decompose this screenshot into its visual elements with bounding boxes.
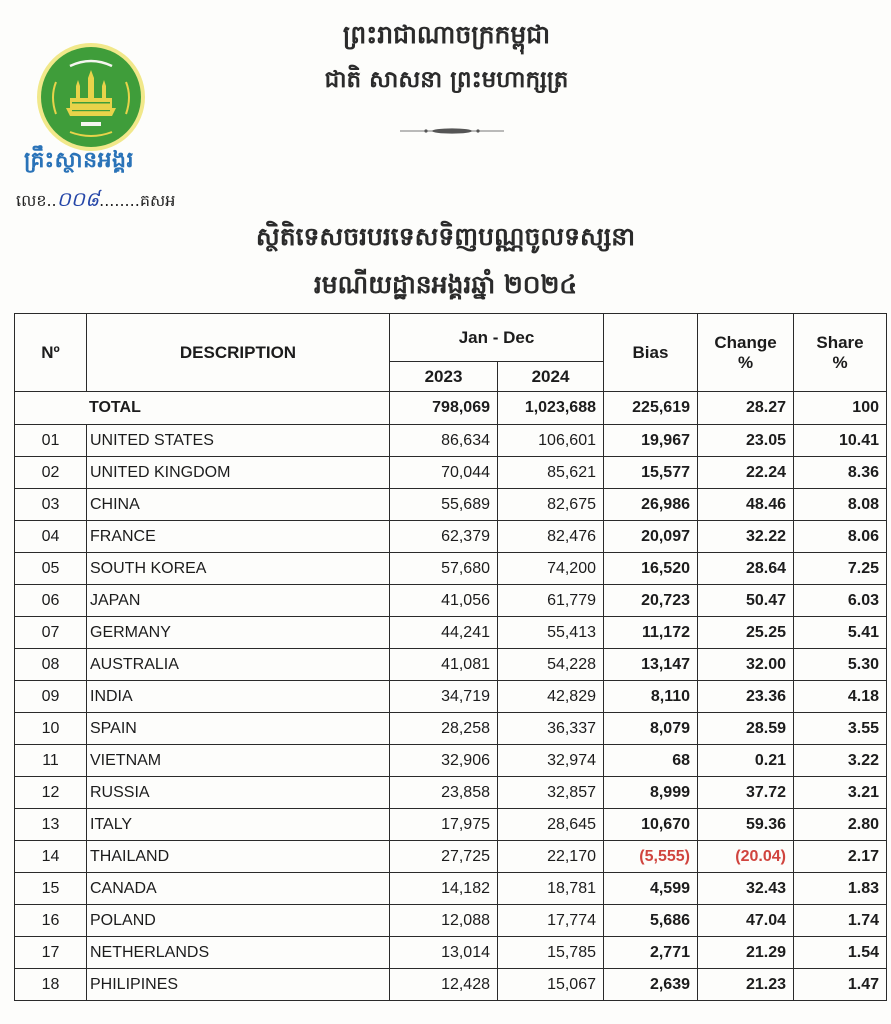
table-row [15,841,887,873]
row-2024: 18,781 [498,873,604,905]
row-2023: 34,719 [390,681,498,713]
row-number: 17 [15,937,87,969]
row-2023: 17,975 [390,809,498,841]
row-bias: 19,967 [604,425,698,457]
row-bias: 8,110 [604,681,698,713]
row-bias: 2,771 [604,937,698,969]
row-2024: 17,774 [498,905,604,937]
header-share-label: Share [816,332,864,352]
row-bias: 2,639 [604,969,698,1001]
row-2023: 12,088 [390,905,498,937]
kingdom-heading: ព្រះរាជាណាចក្រកម្ពុជា [342,20,551,49]
total-share: 100 [794,392,887,425]
total-label: TOTAL [15,392,390,425]
row-2024: 15,067 [498,969,604,1001]
row-2024: 15,785 [498,937,604,969]
row-share: 1.54 [794,937,887,969]
row-number: 03 [15,489,87,521]
row-2023: 70,044 [390,457,498,489]
row-bias: 11,172 [604,617,698,649]
row-2024: 22,170 [498,841,604,873]
row-2023: 62,379 [390,521,498,553]
total-change: 28.27 [698,392,794,425]
row-change: 0.21 [698,745,794,777]
row-change: 22.24 [698,457,794,489]
row-number: 04 [15,521,87,553]
row-country: GERMANY [87,617,390,649]
table-row [15,425,887,457]
header-change-unit: % [737,352,754,372]
row-country: CANADA [87,873,390,905]
reference-number [16,186,175,216]
row-share: 10.41 [794,425,887,457]
row-bias: (5,555) [604,841,698,873]
row-bias: 16,520 [604,553,698,585]
visitor-statistics-table [14,313,887,1001]
row-country: VIETNAM [87,745,390,777]
header-change [698,314,794,392]
row-share: 5.41 [794,617,887,649]
row-share: 3.55 [794,713,887,745]
row-2023: 57,680 [390,553,498,585]
row-change: 47.04 [698,905,794,937]
ornament-divider [400,126,504,136]
table-row [15,905,887,937]
row-number: 06 [15,585,87,617]
row-2024: 32,857 [498,777,604,809]
row-share: 6.03 [794,585,887,617]
row-2023: 14,182 [390,873,498,905]
row-number: 05 [15,553,87,585]
table-row [15,649,887,681]
reference-suffix: ........គសអ [99,191,176,210]
row-number: 12 [15,777,87,809]
row-country: POLAND [87,905,390,937]
row-2024: 82,675 [498,489,604,521]
table-row [15,777,887,809]
table-row [15,937,887,969]
reference-prefix: លេខ.. [16,191,57,210]
total-2023: 798,069 [390,392,498,425]
row-country: CHINA [87,489,390,521]
row-country: UNITED STATES [87,425,390,457]
row-change: 23.05 [698,425,794,457]
header-year-2023: 2023 [390,362,498,392]
row-2023: 13,014 [390,937,498,969]
row-number: 11 [15,745,87,777]
header-row [15,314,887,362]
table-row [15,745,887,777]
row-share: 1.74 [794,905,887,937]
document-subtitle: រមណីយដ្ឋានអង្គរឆ្នាំ ២០២៤ [313,270,578,299]
row-share: 1.83 [794,873,887,905]
table-row [15,489,887,521]
row-2024: 106,601 [498,425,604,457]
row-2023: 41,056 [390,585,498,617]
table-row [15,681,887,713]
header-year-2024: 2024 [498,362,604,392]
row-number: 13 [15,809,87,841]
row-number: 10 [15,713,87,745]
row-bias: 20,723 [604,585,698,617]
row-bias: 68 [604,745,698,777]
row-2023: 23,858 [390,777,498,809]
header-share-unit: % [832,352,848,372]
row-change: 32.43 [698,873,794,905]
total-row [15,392,887,425]
row-share: 5.30 [794,649,887,681]
row-country: JAPAN [87,585,390,617]
row-change: 28.64 [698,553,794,585]
row-2024: 32,974 [498,745,604,777]
row-country: RUSSIA [87,777,390,809]
row-share: 4.18 [794,681,887,713]
row-bias: 4,599 [604,873,698,905]
row-country: SOUTH KOREA [87,553,390,585]
row-bias: 8,999 [604,777,698,809]
row-change: 28.59 [698,713,794,745]
row-2024: 82,476 [498,521,604,553]
row-share: 1.47 [794,969,887,1001]
header-bias: Bias [604,314,698,392]
row-country: UNITED KINGDOM [87,457,390,489]
row-2023: 32,906 [390,745,498,777]
row-share: 8.06 [794,521,887,553]
row-change: 23.36 [698,681,794,713]
document-title: ស្ថិតិទេសចរបរទេសទិញបណ្ណចូលទស្សនា [255,222,636,251]
row-number: 15 [15,873,87,905]
row-country: PHILIPINES [87,969,390,1001]
row-bias: 10,670 [604,809,698,841]
table-row [15,553,887,585]
row-change: 25.25 [698,617,794,649]
row-share: 2.80 [794,809,887,841]
row-share: 3.22 [794,745,887,777]
row-2024: 54,228 [498,649,604,681]
row-number: 14 [15,841,87,873]
row-2023: 41,081 [390,649,498,681]
row-number: 01 [15,425,87,457]
row-change: 50.47 [698,585,794,617]
table-row [15,521,887,553]
row-2023: 86,634 [390,425,498,457]
row-bias: 26,986 [604,489,698,521]
row-country: AUSTRALIA [87,649,390,681]
row-share: 8.08 [794,489,887,521]
row-change: 37.72 [698,777,794,809]
row-change: 59.36 [698,809,794,841]
row-2024: 28,645 [498,809,604,841]
row-change: 32.00 [698,649,794,681]
header-no: Nº [15,314,87,392]
row-bias: 20,097 [604,521,698,553]
row-number: 08 [15,649,87,681]
row-2023: 27,725 [390,841,498,873]
row-share: 8.36 [794,457,887,489]
table-row [15,585,887,617]
row-country: SPAIN [87,713,390,745]
row-country: INDIA [87,681,390,713]
row-share: 2.17 [794,841,887,873]
table-row [15,713,887,745]
header-share [794,314,887,392]
row-country: THAILAND [87,841,390,873]
row-change: (20.04) [698,841,794,873]
table-row [15,873,887,905]
row-2023: 12,428 [390,969,498,1001]
row-bias: 8,079 [604,713,698,745]
row-country: FRANCE [87,521,390,553]
header-change-label: Change [714,332,777,352]
row-2024: 85,621 [498,457,604,489]
row-2023: 28,258 [390,713,498,745]
kingdom-motto: ជាតិ សាសនា ព្រះមហាក្សត្រ [324,67,569,93]
organization-name: គ្រឹះស្ថានអង្គរ [24,148,134,173]
row-number: 02 [15,457,87,489]
row-2024: 61,779 [498,585,604,617]
table-row [15,457,887,489]
row-2024: 55,413 [498,617,604,649]
reference-number-value: ០០៨ [56,187,100,211]
table-row [15,617,887,649]
row-number: 18 [15,969,87,1001]
total-2024: 1,023,688 [498,392,604,425]
row-2024: 74,200 [498,553,604,585]
row-change: 32.22 [698,521,794,553]
header-period: Jan - Dec [390,314,604,362]
row-bias: 15,577 [604,457,698,489]
row-number: 09 [15,681,87,713]
row-2024: 42,829 [498,681,604,713]
total-bias: 225,619 [604,392,698,425]
row-bias: 13,147 [604,649,698,681]
row-change: 21.23 [698,969,794,1001]
row-2023: 55,689 [390,489,498,521]
header-description: DESCRIPTION [87,314,390,392]
row-country: ITALY [87,809,390,841]
table-row [15,809,887,841]
row-share: 3.21 [794,777,887,809]
row-change: 21.29 [698,937,794,969]
row-change: 48.46 [698,489,794,521]
row-bias: 5,686 [604,905,698,937]
row-number: 07 [15,617,87,649]
table-row [15,969,887,1001]
row-2024: 36,337 [498,713,604,745]
row-number: 16 [15,905,87,937]
row-country: NETHERLANDS [87,937,390,969]
row-2023: 44,241 [390,617,498,649]
row-share: 7.25 [794,553,887,585]
